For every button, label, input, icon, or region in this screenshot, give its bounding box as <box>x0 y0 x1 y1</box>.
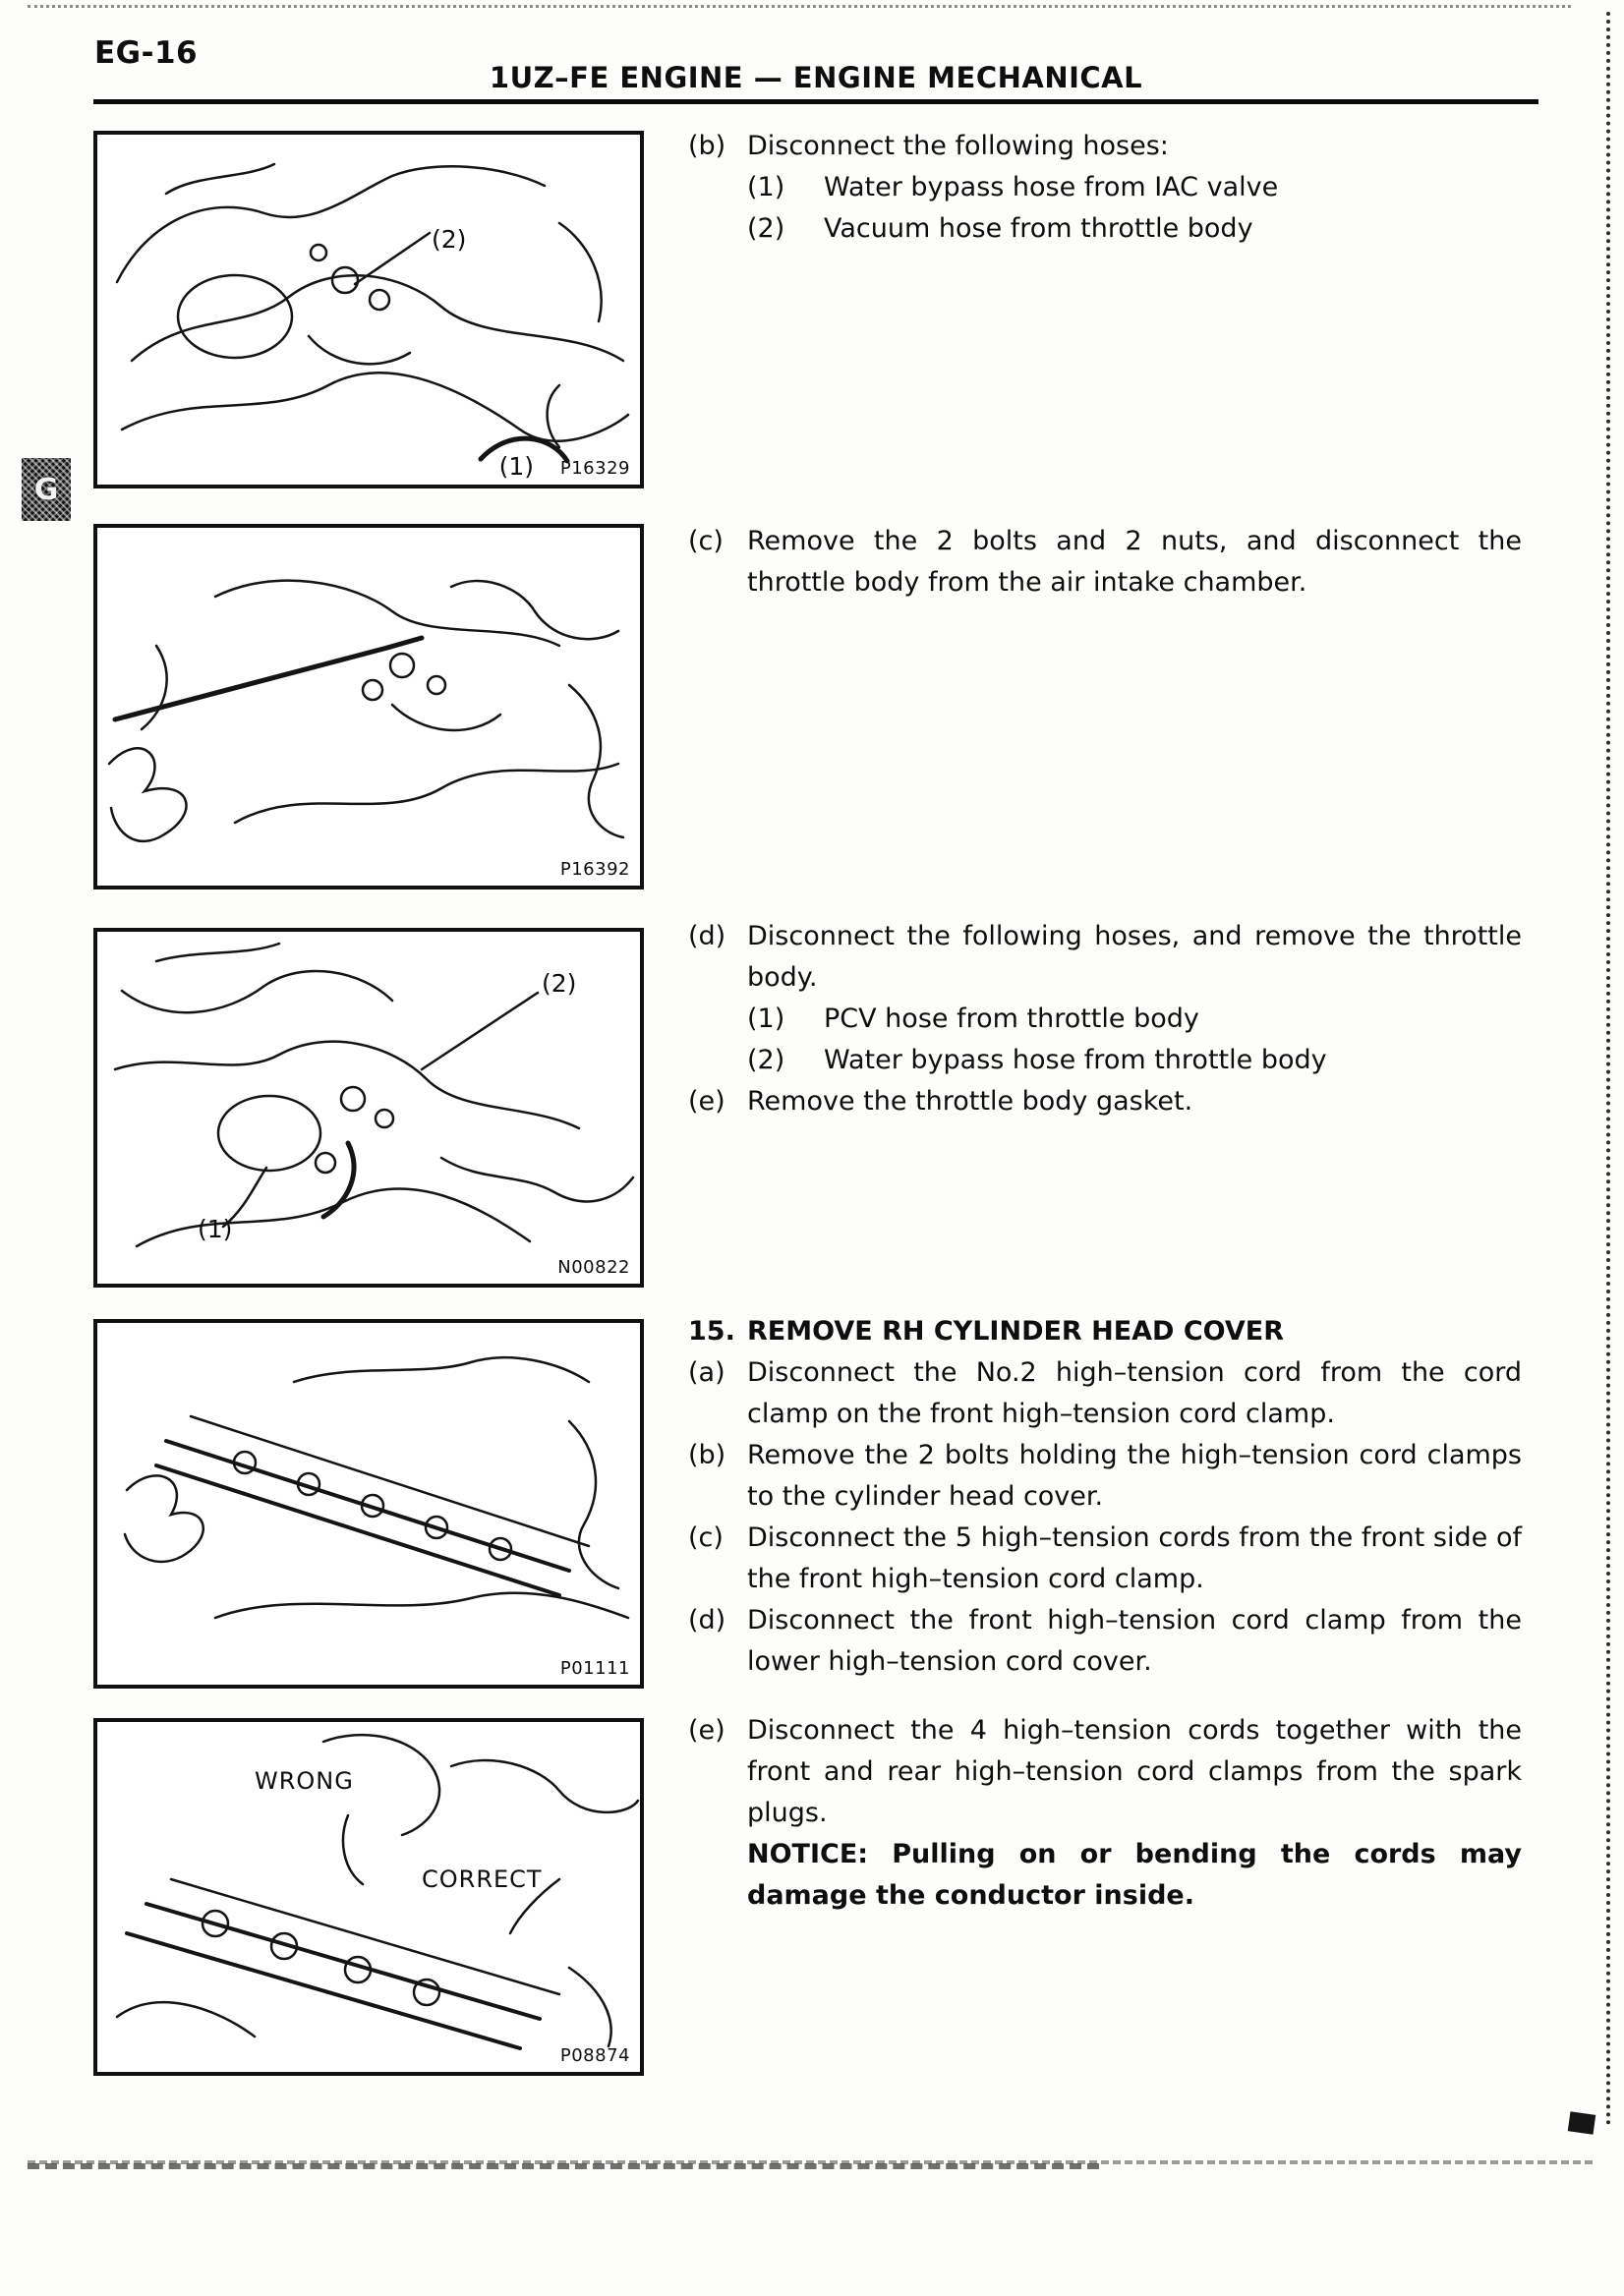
step-heading <box>688 1311 1522 1352</box>
item-label: (1) <box>747 1004 785 1034</box>
scan-artifact-top-edge <box>28 5 1571 8</box>
engine-illustration <box>97 1323 640 1685</box>
step-block-d-e <box>688 916 1522 1122</box>
item-text: Disconnect the following hoses, and remove the throttle body. <box>747 921 1522 993</box>
item-text: Disconnect the front high–tension cord clamp from the lower high–tension cord cover. <box>747 1605 1522 1677</box>
procedure-subitem <box>747 999 1522 1040</box>
engine-illustration <box>97 1722 640 2072</box>
procedure-item <box>688 126 1522 167</box>
engine-illustration <box>97 528 640 886</box>
item-label: (a) <box>688 1357 725 1388</box>
figure-code: N00822 <box>557 1257 630 1278</box>
figure-callout: (2) <box>542 969 577 998</box>
figure-spark-plug-cords-wrong-correct <box>93 1718 644 2076</box>
item-text: Remove the throttle body gasket. <box>747 1086 1193 1117</box>
step-number: 15. <box>688 1316 735 1347</box>
scan-artifact-binding-edge <box>1606 12 1610 2127</box>
step-15-block <box>688 1311 1522 1683</box>
procedure-subitem <box>747 208 1522 250</box>
scan-artifact-ink-blob <box>1568 2111 1596 2134</box>
figure-label-correct: CORRECT <box>422 1866 543 1893</box>
figure-cylinder-head-cover-cords <box>93 1319 644 1689</box>
procedure-item <box>688 521 1522 603</box>
procedure-item <box>688 1352 1522 1435</box>
step-block-b <box>688 126 1522 250</box>
header-rule <box>93 99 1538 104</box>
step-block-c <box>688 521 1522 603</box>
figure-code: P16392 <box>559 859 630 880</box>
item-text: Disconnect the No.2 high–tension cord from the cord clamp on the front high–tension cord clamp. <box>747 1357 1522 1429</box>
item-text: Water bypass hose from IAC valve <box>824 172 1279 202</box>
page-code: EG-16 <box>94 35 199 71</box>
figure-label-wrong: WRONG <box>255 1767 354 1795</box>
procedure-subitem <box>747 1040 1522 1081</box>
engine-illustration <box>97 135 640 485</box>
section-tab-letter: G <box>33 472 59 507</box>
item-label: (c) <box>688 1522 724 1553</box>
item-text: PCV hose from throttle body <box>824 1004 1199 1034</box>
procedure-item <box>688 1600 1522 1683</box>
procedure-item <box>688 1435 1522 1518</box>
scan-artifact-bottom-band-dark <box>28 2163 1099 2169</box>
item-text: Disconnect the 4 high–tension cords together with the front and rear high–tension cord clamps from the spark plugs. <box>747 1715 1522 1828</box>
item-label: (2) <box>747 213 785 244</box>
step-15-e-block <box>688 1710 1522 1917</box>
figure-callout: (1) <box>198 1215 233 1243</box>
figure-throttle-body-hoses <box>93 131 644 488</box>
section-tab <box>22 458 71 521</box>
item-label: (c) <box>688 526 724 556</box>
item-label: (b) <box>688 131 726 161</box>
item-label: (2) <box>747 1045 785 1075</box>
figure-code: P01111 <box>559 1658 630 1679</box>
item-label: (d) <box>688 1605 726 1636</box>
item-label: (d) <box>688 921 726 951</box>
procedure-item <box>688 1081 1522 1122</box>
item-label: (e) <box>688 1715 725 1746</box>
item-label: (b) <box>688 1440 726 1470</box>
figure-code: P08874 <box>559 2045 630 2066</box>
item-text: Disconnect the 5 high–tension cords from the front side of the front high–tension cord clamp. <box>747 1522 1522 1594</box>
procedure-subitem <box>747 167 1522 208</box>
figure-throttle-body-hose-disconnect <box>93 928 644 1288</box>
item-text: Remove the 2 bolts holding the high–tension cord clamps to the cylinder head cover. <box>747 1440 1522 1512</box>
item-label: (1) <box>747 172 785 202</box>
item-text: Vacuum hose from throttle body <box>824 213 1253 244</box>
item-text: Water bypass hose from throttle body <box>824 1045 1327 1075</box>
figure-code: P16329 <box>559 458 630 479</box>
item-text: Disconnect the following hoses: <box>747 131 1169 161</box>
procedure-item <box>688 916 1522 999</box>
procedure-item <box>688 1710 1522 1834</box>
figure-throttle-body-removal <box>93 524 644 890</box>
procedure-item <box>688 1518 1522 1600</box>
item-label: (e) <box>688 1086 725 1117</box>
notice-text: NOTICE: Pulling on or bending the cords may damage the conductor inside. <box>747 1839 1522 1911</box>
figure-callout: (2) <box>432 225 467 254</box>
step-title: REMOVE RH CYLINDER HEAD COVER <box>747 1316 1285 1347</box>
page-title: 1UZ–FE ENGINE — ENGINE MECHANICAL <box>489 61 1143 94</box>
figure-callout: (1) <box>498 452 534 481</box>
item-text: Remove the 2 bolts and 2 nuts, and disconnect the throttle body from the air intake chamber. <box>747 526 1522 598</box>
